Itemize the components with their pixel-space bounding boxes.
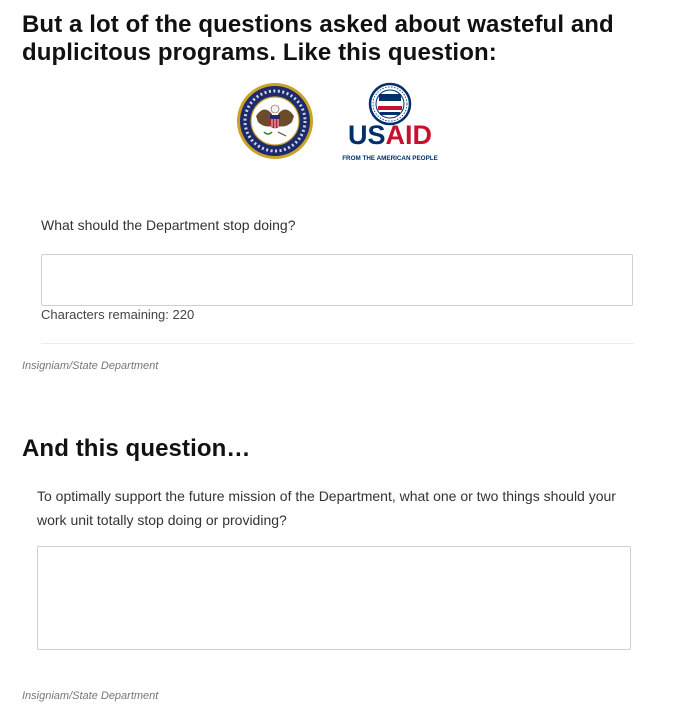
answer-1-textbox[interactable] <box>41 254 633 306</box>
question-2-label: To optimally support the future mission of the Department, what one or two things should your work unit totally stop doing or providing? <box>37 488 616 528</box>
image-credit-2: Insigniam/State Department <box>22 690 159 702</box>
usaid-tagline: FROM THE AMERICAN PEOPLE <box>342 155 438 162</box>
section-2-heading: And this question… <box>22 435 251 462</box>
question-1-label: What should the Department stop doing? <box>41 217 296 233</box>
characters-remaining <box>41 307 194 323</box>
usaid-wordmark: USAID <box>347 120 433 150</box>
image-credit-1: Insigniam/State Department <box>22 360 159 372</box>
usaid-logo <box>336 82 444 166</box>
state-department-seal-icon <box>236 82 314 160</box>
characters-remaining-value: 220 <box>172 307 195 322</box>
logo-row <box>236 82 446 166</box>
divider <box>41 343 634 344</box>
section-1-heading: But a lot of the questions asked about wasteful and duplicitous programs. Like this question: <box>22 11 614 66</box>
answer-2-textbox[interactable] <box>37 546 631 650</box>
usaid-emblem-icon <box>336 82 444 166</box>
characters-remaining-label: Characters remaining: <box>41 307 169 322</box>
